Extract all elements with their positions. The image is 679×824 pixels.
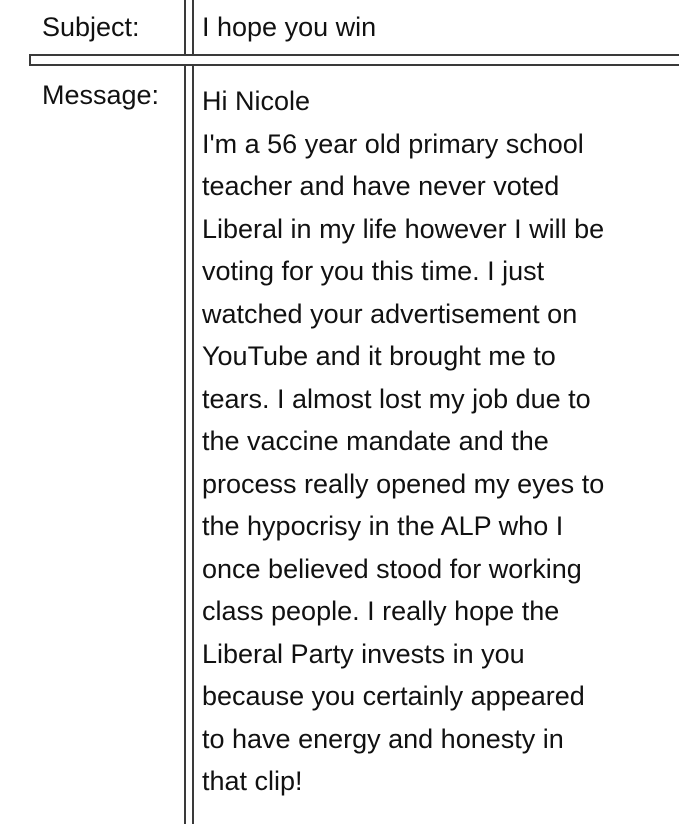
message-value-cell xyxy=(192,66,679,824)
message-line: Liberal in my life however I will be xyxy=(202,213,605,244)
message-line: teacher and have never voted xyxy=(202,171,560,201)
subject-label-cell xyxy=(31,0,186,54)
message-line: because you certainly appeared xyxy=(202,681,585,711)
message-label-cell xyxy=(31,66,186,824)
message-line: class people. I really hope the xyxy=(202,596,560,626)
message-line: Liberal Party invests in you xyxy=(202,638,525,669)
subject-value: I hope you win xyxy=(202,12,377,42)
subject-value-cell xyxy=(192,0,679,54)
message-line: tears. I almost lost my job due to xyxy=(202,383,591,414)
message-line: that clip! xyxy=(202,766,303,796)
message-line: the vaccine mandate and the xyxy=(202,426,549,456)
message-line: the hypocrisy in the ALP who I xyxy=(202,511,564,541)
message-line: once believed stood for working xyxy=(202,553,582,584)
message-line: I'm a 56 year old primary school xyxy=(202,128,584,159)
message-label: Message: xyxy=(42,80,160,110)
message-line: Hi Nicole xyxy=(202,86,311,116)
row-separator xyxy=(29,56,679,64)
subject-row xyxy=(29,0,679,56)
message-line: process really opened my eyes to xyxy=(202,468,605,499)
message-row xyxy=(29,64,679,824)
subject-label: Subject: xyxy=(42,12,140,42)
message-line: watched your advertisement on xyxy=(202,298,578,329)
message-line: to have energy and honesty in xyxy=(202,723,564,754)
message-line: YouTube and it brought me to xyxy=(202,341,556,371)
message-line: voting for you this time. I just xyxy=(202,256,545,286)
message-body xyxy=(202,80,661,803)
